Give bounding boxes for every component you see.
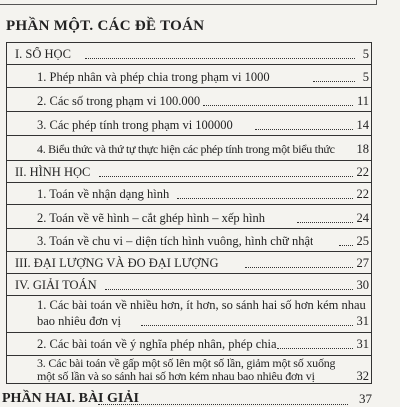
leader-dots (85, 58, 355, 59)
toc-row (7, 112, 371, 136)
leader-dots (105, 289, 353, 290)
entry-page: 22 (356, 187, 369, 201)
section-label: II. HÌNH HỌC (15, 165, 91, 179)
toc-row (7, 205, 371, 229)
entry-label: 4. Biểu thức và thứ tự thực hiện các phép tính trong một biểu thức (37, 142, 335, 156)
entry-page: 32 (356, 369, 369, 383)
entry-label: 2. Toán về vẽ hình – cắt ghép hình – xếp hình (37, 211, 266, 225)
toc-row (7, 356, 371, 383)
leader-dots (339, 245, 353, 246)
entry-label: 2. Các số trong phạm vi 100.000 (37, 94, 201, 108)
entry-page: 31 (356, 314, 369, 328)
toc-row (7, 136, 371, 159)
entry-label: 1. Toán về nhận dạng hình (37, 187, 170, 201)
entry-label: 3. Toán về chu vi – diện tích hình vuông, hình chữ nhật (37, 234, 314, 248)
part-two-title: PHẦN HAI. BÀI GIẢI (2, 391, 139, 406)
leader-dots (245, 267, 353, 268)
top-tick (376, 0, 377, 5)
part-one-title: PHẦN MỘT. CÁC ĐỀ TOÁN (6, 18, 205, 34)
section-dai-luong (7, 252, 371, 274)
entry-page: 25 (356, 234, 369, 248)
leader-dots (255, 129, 353, 130)
section-giai-toan (7, 274, 371, 296)
leader-dots (313, 81, 355, 82)
top-rule (0, 4, 376, 5)
part-two-page: 37 (359, 391, 372, 406)
leader-dots (297, 222, 353, 223)
section-so-hoc (7, 43, 371, 65)
leader-dots (177, 198, 353, 199)
entry-label: 2. Các bài toán về ý nghĩa phép nhân, phép chia (37, 337, 277, 351)
entry-page: 18 (356, 142, 369, 156)
section-hinh-hoc (7, 160, 371, 183)
toc-row (7, 65, 371, 88)
toc-row (7, 182, 371, 205)
toc-row (7, 88, 371, 112)
entry-label: 3. Các bài toán về gấp một số lên một số lần, giảm một số xuống (37, 356, 336, 370)
entry-page: 5 (362, 70, 369, 84)
leader-dots (98, 404, 348, 405)
section-page: 5 (362, 47, 369, 61)
entry-page: 31 (356, 337, 369, 351)
toc-row (7, 333, 371, 356)
entry-label: 1. Phép nhân và phép chia trong phạm vi 1000 (37, 70, 270, 84)
leader-dots (99, 176, 353, 177)
entry-page: 11 (356, 94, 369, 108)
section-page: 30 (356, 278, 369, 292)
toc-row (7, 296, 371, 333)
toc-box (6, 42, 372, 384)
entry-page: 24 (356, 211, 369, 225)
leader-dots (277, 348, 353, 349)
section-label: I. SỐ HỌC (15, 47, 71, 61)
leader-dots (141, 325, 353, 326)
entry-page: 14 (356, 118, 369, 132)
leader-dots (203, 105, 353, 106)
section-label: III. ĐẠI LƯỢNG VÀ ĐO ĐẠI LƯỢNG (15, 256, 219, 270)
entry-label: 1. Các bài toán về nhiều hơn, ít hơn, so sánh hai số hơn kém nhau (37, 298, 366, 312)
entry-label-cont: một số lần và so sánh hai số hơn kém nhau bao nhiêu đơn vị (37, 369, 315, 383)
entry-label: 3. Các phép tính trong phạm vi 100000 (37, 118, 233, 132)
section-page: 27 (356, 256, 369, 270)
entry-label-cont: bao nhiêu đơn vị (37, 314, 122, 328)
toc-row (7, 229, 371, 252)
section-label: IV. GIẢI TOÁN (15, 278, 97, 292)
section-page: 22 (356, 165, 369, 179)
